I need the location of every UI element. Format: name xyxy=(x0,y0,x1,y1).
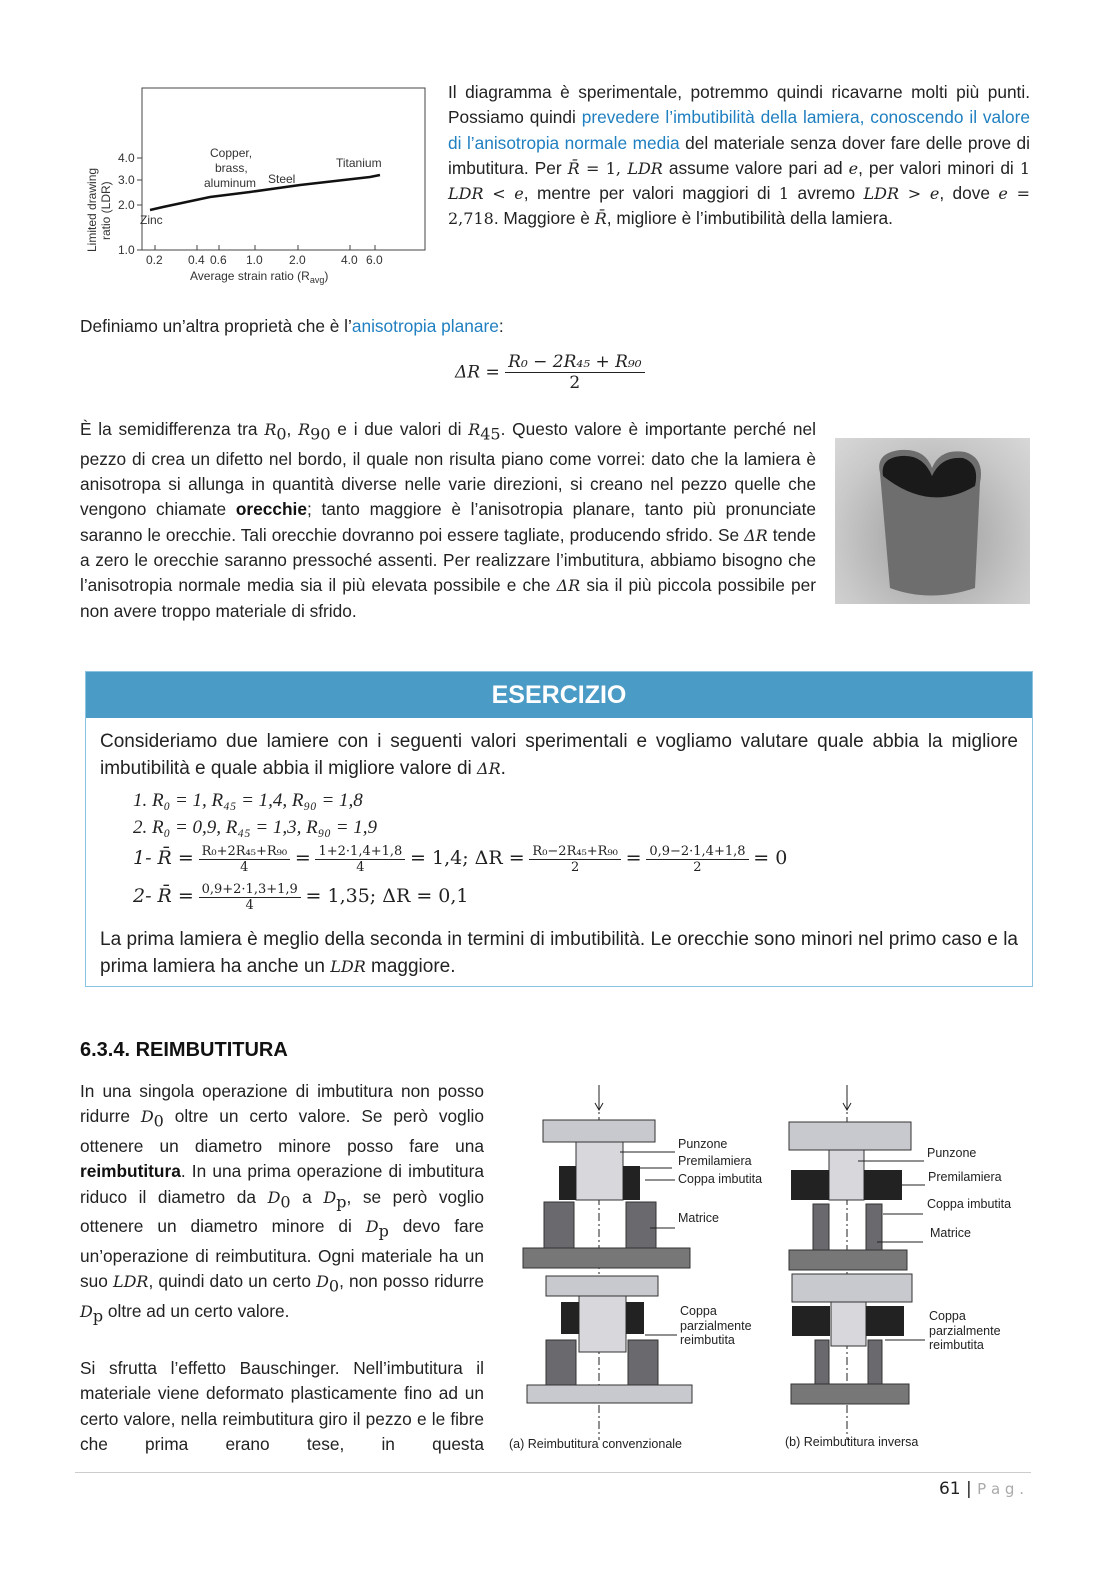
svg-text:reimbutita: reimbutita xyxy=(929,1338,984,1352)
bold-term: orecchie xyxy=(235,499,307,520)
math-symbol: D xyxy=(323,1187,337,1207)
exercise-title: ESERCIZIO xyxy=(86,672,1032,718)
math-symbol: R̄ xyxy=(594,209,607,229)
math-subscript: 0 xyxy=(276,424,287,444)
math-subscript: p xyxy=(336,1192,347,1212)
text-run: oltre un certo valore. Se però voglio ottenere un diametro minore posso fare una xyxy=(80,1106,484,1157)
label-brass: brass, xyxy=(215,161,248,175)
highlighted-text: prevedere l’imbutibilità della lamiera, conoscendo il valore di l’anisotropia normale media xyxy=(448,107,1030,153)
label-zinc: Zinc xyxy=(140,213,163,227)
math-symbol: D xyxy=(365,1217,379,1237)
math-symbol: e xyxy=(848,158,859,178)
text-run: tende a zero le orecchie saranno pressoché assenti. Per realizzare l’imbutitura, abbiamo bisogno che l’anisotropia normale media sia il più elevata possibile e che xyxy=(80,524,816,596)
reimbutitura-diagram xyxy=(500,1080,1040,1460)
label-steel: Steel xyxy=(268,172,296,186)
diagram-b xyxy=(785,1085,1011,1449)
math-symbol: ΔR xyxy=(744,525,768,545)
formula-lhs: ΔR = xyxy=(455,362,500,383)
math-symbol: LDR xyxy=(330,957,366,976)
text-run: maggiore. xyxy=(365,956,456,977)
text-run: , mentre per valori maggiori di xyxy=(523,183,779,204)
math-subscript: 0 xyxy=(328,1276,340,1296)
formula-denominator: 2 xyxy=(569,373,581,393)
page-footer: 61 | P a g . xyxy=(938,1479,1024,1499)
svg-text:Premilamiera: Premilamiera xyxy=(928,1170,1002,1184)
paragraph-planar-intro xyxy=(80,314,780,339)
math-symbol: LDR xyxy=(112,1272,149,1292)
text-run: Il diagramma è sperimentale, potremmo quindi ricavarne molti più punti. Possiamo quindi xyxy=(448,82,1030,128)
math-symbol: e xyxy=(998,184,1008,204)
x-tick-label: 6.0 xyxy=(366,253,383,267)
y-axis-label: Limited drawing xyxy=(85,167,99,252)
math-subscript: 0 xyxy=(153,1111,164,1131)
text-run: Definiamo un’altra proprietà che è l’ xyxy=(80,316,352,336)
svg-text:Punzone: Punzone xyxy=(678,1137,728,1151)
math-symbol: D xyxy=(140,1107,154,1127)
exercise-item-2: 2. R₀ = 0,9, R₄₅ = 1,3, R₉₀ = 1,9 xyxy=(133,817,378,838)
math-symbol: R̄ xyxy=(567,158,580,178)
page-label: P a g . xyxy=(977,1480,1024,1498)
caption-b: (b) Reimbutitura inversa xyxy=(785,1435,919,1449)
math-symbol: R xyxy=(298,420,311,439)
math-symbol: R xyxy=(264,420,277,439)
text-run: Si sfrutta l’effetto Bauschinger. Nell’imbutitura il materiale viene deformato plasticamente fino ad un certo valore, nella reimbutitura giro il pezzo e le fibre che prima erano tese, in questa xyxy=(80,1358,484,1454)
math-symbol: D xyxy=(267,1187,281,1207)
text-run: assume valore pari ad xyxy=(662,157,849,178)
text-run: , se però voglio ottenere un diametro minore di xyxy=(80,1186,485,1237)
math-subscript: p xyxy=(378,1221,389,1241)
exercise-item-1: 1. R₀ = 1, R₄₅ = 1,4, R₉₀ = 1,8 xyxy=(133,790,363,811)
math-symbol: ΔR xyxy=(556,576,581,596)
math-symbol: D xyxy=(316,1272,329,1292)
math-symbol: 1 xyxy=(1019,158,1030,178)
text-run: : xyxy=(498,316,504,336)
math-subscript: p xyxy=(92,1306,104,1326)
svg-text:Coppa imbutita: Coppa imbutita xyxy=(927,1197,1012,1211)
math-subscript: 0 xyxy=(280,1192,291,1212)
svg-text:Punzone: Punzone xyxy=(927,1146,977,1160)
math-symbol: LDR xyxy=(627,158,663,178)
ldr-chart xyxy=(80,80,440,290)
math-subscript: 90 xyxy=(310,424,331,444)
text-run: . xyxy=(500,758,506,779)
paragraph-ldr xyxy=(448,80,1030,232)
text-run: . Questo valore è importante perché nel pezzo di crea un difetto nel bordo, il quale non risulta piano come vorrei: dato che la lamiera è anisotropa si allunga in quantità diverse nelle varie direzioni, si creano nel pezzo quelle che vengono chiamate xyxy=(80,419,816,520)
math-symbol: LDR < e xyxy=(448,184,524,204)
text-run: , quindi dato un certo xyxy=(148,1271,317,1292)
exercise-conclusion xyxy=(100,926,1018,980)
label-copper: Copper, xyxy=(210,146,253,160)
text-run: devo fare un’operazione di reimbutitura. Ogni materiale ha un suo xyxy=(80,1216,484,1292)
text-run: , xyxy=(286,419,299,439)
text-run: È la semidifferenza tra xyxy=(80,419,265,439)
y-tick-label: 1.0 xyxy=(118,243,135,257)
text-run: , per valori minori di xyxy=(858,157,1020,178)
y-axis-label-2: ratio (LDR) xyxy=(99,181,113,240)
text-run: La prima lamiera è meglio della seconda in termini di imbutibilità. Le orecchie sono minori nel primo caso e la prima lamiera ha anche un xyxy=(100,929,1018,977)
chart-frame xyxy=(142,88,425,250)
earing-cup-photo xyxy=(835,438,1030,604)
svg-text:Premilamiera: Premilamiera xyxy=(678,1154,752,1168)
x-tick-label: 0.6 xyxy=(210,253,227,267)
text-run: del materiale senza dover fare delle prove di imbutitura. Per xyxy=(448,132,1030,178)
page-number: 61 xyxy=(938,1479,961,1499)
math-subscript: 45 xyxy=(480,424,501,444)
diagram-a xyxy=(509,1085,762,1451)
svg-text:Matrice: Matrice xyxy=(678,1211,719,1225)
text-run: , non posso ridurre xyxy=(339,1271,485,1292)
math-symbol: 1 xyxy=(778,184,790,204)
text-run: e i due valori di xyxy=(330,419,469,439)
svg-text:Coppa imbutita: Coppa imbutita xyxy=(678,1172,763,1186)
paragraph-reimbutitura xyxy=(80,1079,484,1329)
y-tick-label: 2.0 xyxy=(118,198,135,212)
label-aluminum: aluminum xyxy=(204,176,257,190)
text-run: , migliore è l’imbutibilità della lamiera. xyxy=(606,208,893,229)
highlighted-text: anisotropia planare xyxy=(351,316,499,336)
paragraph-bauschinger xyxy=(80,1356,484,1457)
x-tick-label: 2.0 xyxy=(289,253,306,267)
text-run: . Maggiore è xyxy=(493,208,595,229)
text-run: . In una prima operazione di imbutitura riduco il diametro da xyxy=(80,1161,484,1207)
label-titanium: Titanium xyxy=(336,156,382,170)
text-run: , dove xyxy=(939,183,999,204)
paragraph-earing xyxy=(80,417,816,624)
svg-text:Coppa: Coppa xyxy=(929,1309,966,1323)
svg-text:reimbutita: reimbutita xyxy=(680,1333,735,1347)
text-run: avremo xyxy=(789,183,864,204)
footer-divider xyxy=(75,1472,1031,1473)
exercise-calc-1: 1- R̄ = $\frac{\text{R₀+2R₄₅+R₉₀}}{4}$ = $\frac{1+2\cdot 1,4+1,8}{4}$ = 1,4; ΔR = $\frac{\text{R₀−2R₄₅+R₉₀}}{2}$ = $\frac{0,9-2\cdot 1,4+1,8}{2}$ = 0 xyxy=(133,844,788,875)
svg-text:Coppa: Coppa xyxy=(680,1304,717,1318)
exercise-box xyxy=(85,671,1033,987)
x-tick-label: 0.4 xyxy=(188,253,205,267)
math-symbol: ΔR xyxy=(477,759,501,778)
planar-anisotropy-formula xyxy=(455,352,645,393)
x-tick-label: 4.0 xyxy=(341,253,358,267)
math-symbol: = 1, xyxy=(579,158,628,178)
math-symbol: LDR > e xyxy=(863,184,940,204)
svg-text:Matrice: Matrice xyxy=(930,1226,971,1240)
text-run: In una singola operazione di imbutitura non posso ridurre xyxy=(80,1081,484,1127)
svg-text:parzialmente: parzialmente xyxy=(929,1324,1001,1338)
text-run: a xyxy=(290,1186,324,1207)
y-tick-label: 4.0 xyxy=(118,151,135,165)
y-tick-label: 3.0 xyxy=(118,173,135,187)
x-tick-label: 1.0 xyxy=(246,253,263,267)
math-symbol: = 2,718 xyxy=(448,184,1030,229)
text-run: Consideriamo due lamiere con i seguenti valori sperimentali e vogliamo valutare quale abbia la migliore imbutibilità e quale abbia il migliore valore di xyxy=(100,731,1018,779)
bold-term: reimbutitura xyxy=(80,1161,181,1182)
exercise-calc-2: 2- R̄ = $\frac{0,9+2\cdot 1,3+1,9}{4}$ = 1,35; ΔR = 0,1 xyxy=(133,882,469,913)
text-run: ; tanto maggiore è l’anisotropia planare, tanto più pronunciate saranno le orecchie. Tali orecchie dovranno poi essere tagliate, producendo sfrido. Se xyxy=(80,499,816,545)
text-run: oltre ad un certo valore. xyxy=(103,1301,290,1322)
svg-text:parzialmente: parzialmente xyxy=(680,1319,752,1333)
section-heading: 6.3.4. REIMBUTITURA xyxy=(80,1039,288,1061)
text-run: sia il più piccola possibile per non avere troppo materiale di sfrido. xyxy=(80,575,816,621)
caption-a: (a) Reimbutitura convenzionale xyxy=(509,1437,683,1451)
math-symbol: R xyxy=(468,420,481,439)
ldr-trend-line xyxy=(150,175,380,210)
formula-numerator: R₀ − 2R₄₅ + R₉₀ xyxy=(505,352,644,373)
x-tick-label: 0.2 xyxy=(146,253,163,267)
exercise-intro xyxy=(100,728,1018,782)
x-axis-label: Average strain ratio $(R_{avg})$ xyxy=(190,269,329,285)
math-symbol: D xyxy=(80,1302,93,1322)
